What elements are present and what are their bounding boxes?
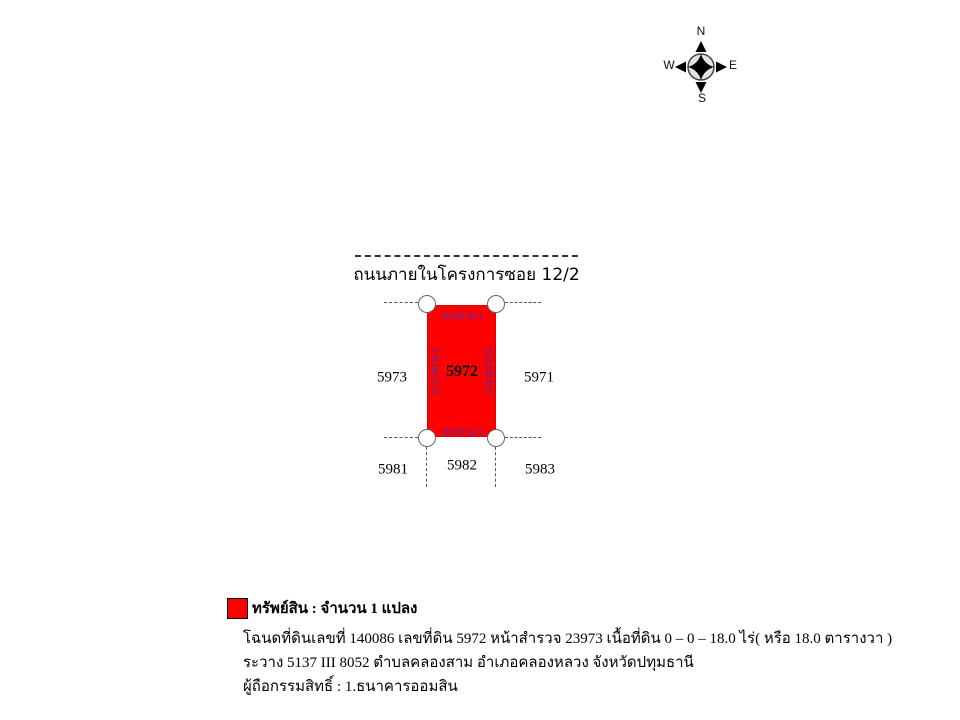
dimension-bottom: (6.00 ม.) <box>442 426 482 438</box>
corner-pin-top-right <box>487 295 505 313</box>
legend-owner-line: ผู้ถือกรรมสิทธิ์ : 1.ธนาคารออมสิน <box>243 679 458 695</box>
compass-south-label: S <box>697 91 707 105</box>
boundary-dash-top-right <box>505 302 541 303</box>
boundary-dash-top-left <box>384 302 418 303</box>
boundary-dash-bottom-left <box>384 437 418 438</box>
dimension-top: (6.00 ม.) <box>442 310 482 322</box>
boundary-dash-vertical-right <box>495 447 496 487</box>
neighbor-plot-left: 5973 <box>377 369 407 386</box>
compass-rose-icon <box>671 37 731 97</box>
legend <box>227 596 893 699</box>
neighbor-plot-right: 5971 <box>524 369 554 386</box>
dimension-right: (12.00 ม.) <box>483 348 495 394</box>
compass-east-label: E <box>728 58 738 72</box>
boundary-dash-vertical-left <box>426 447 427 487</box>
compass-west-label: W <box>663 58 675 72</box>
dimension-left: (12.00 ม.) <box>429 348 441 394</box>
road-label: ถนนภายในโครงการซอย 12/2 <box>353 265 580 285</box>
boundary-dash-bottom-right <box>505 437 541 438</box>
legend-title: ทรัพย์สิน : จำนวน 1 แปลง <box>252 601 418 617</box>
neighbor-plot-bottom-left: 5981 <box>378 461 408 478</box>
legend-red-swatch <box>227 598 248 619</box>
plot-number-5972: 5972 <box>446 363 478 380</box>
legend-header <box>227 596 787 620</box>
road-boundary-dashed-line <box>355 255 578 257</box>
corner-pin-bottom-left <box>418 429 436 447</box>
neighbor-plot-bottom-right: 5983 <box>525 461 555 478</box>
neighbor-plot-bottom-center: 5982 <box>447 457 477 474</box>
legend-deed-line: โฉนดที่ดินเลขที่ 140086 เลขที่ดิน 5972 หน้าสำรวจ 23973 เนื้อที่ดิน 0 – 0 – 18.0 ไร่( หรือ 18.0 ตารางวา ) <box>243 631 893 647</box>
corner-pin-bottom-right <box>487 429 505 447</box>
legend-location-line: ระวาง 5137 III 8052 ตำบลคลองสาม อำเภอคลองหลวง จังหวัดปทุมธานี <box>243 655 694 671</box>
corner-pin-top-left <box>418 295 436 313</box>
compass-north-label: N <box>696 24 706 38</box>
